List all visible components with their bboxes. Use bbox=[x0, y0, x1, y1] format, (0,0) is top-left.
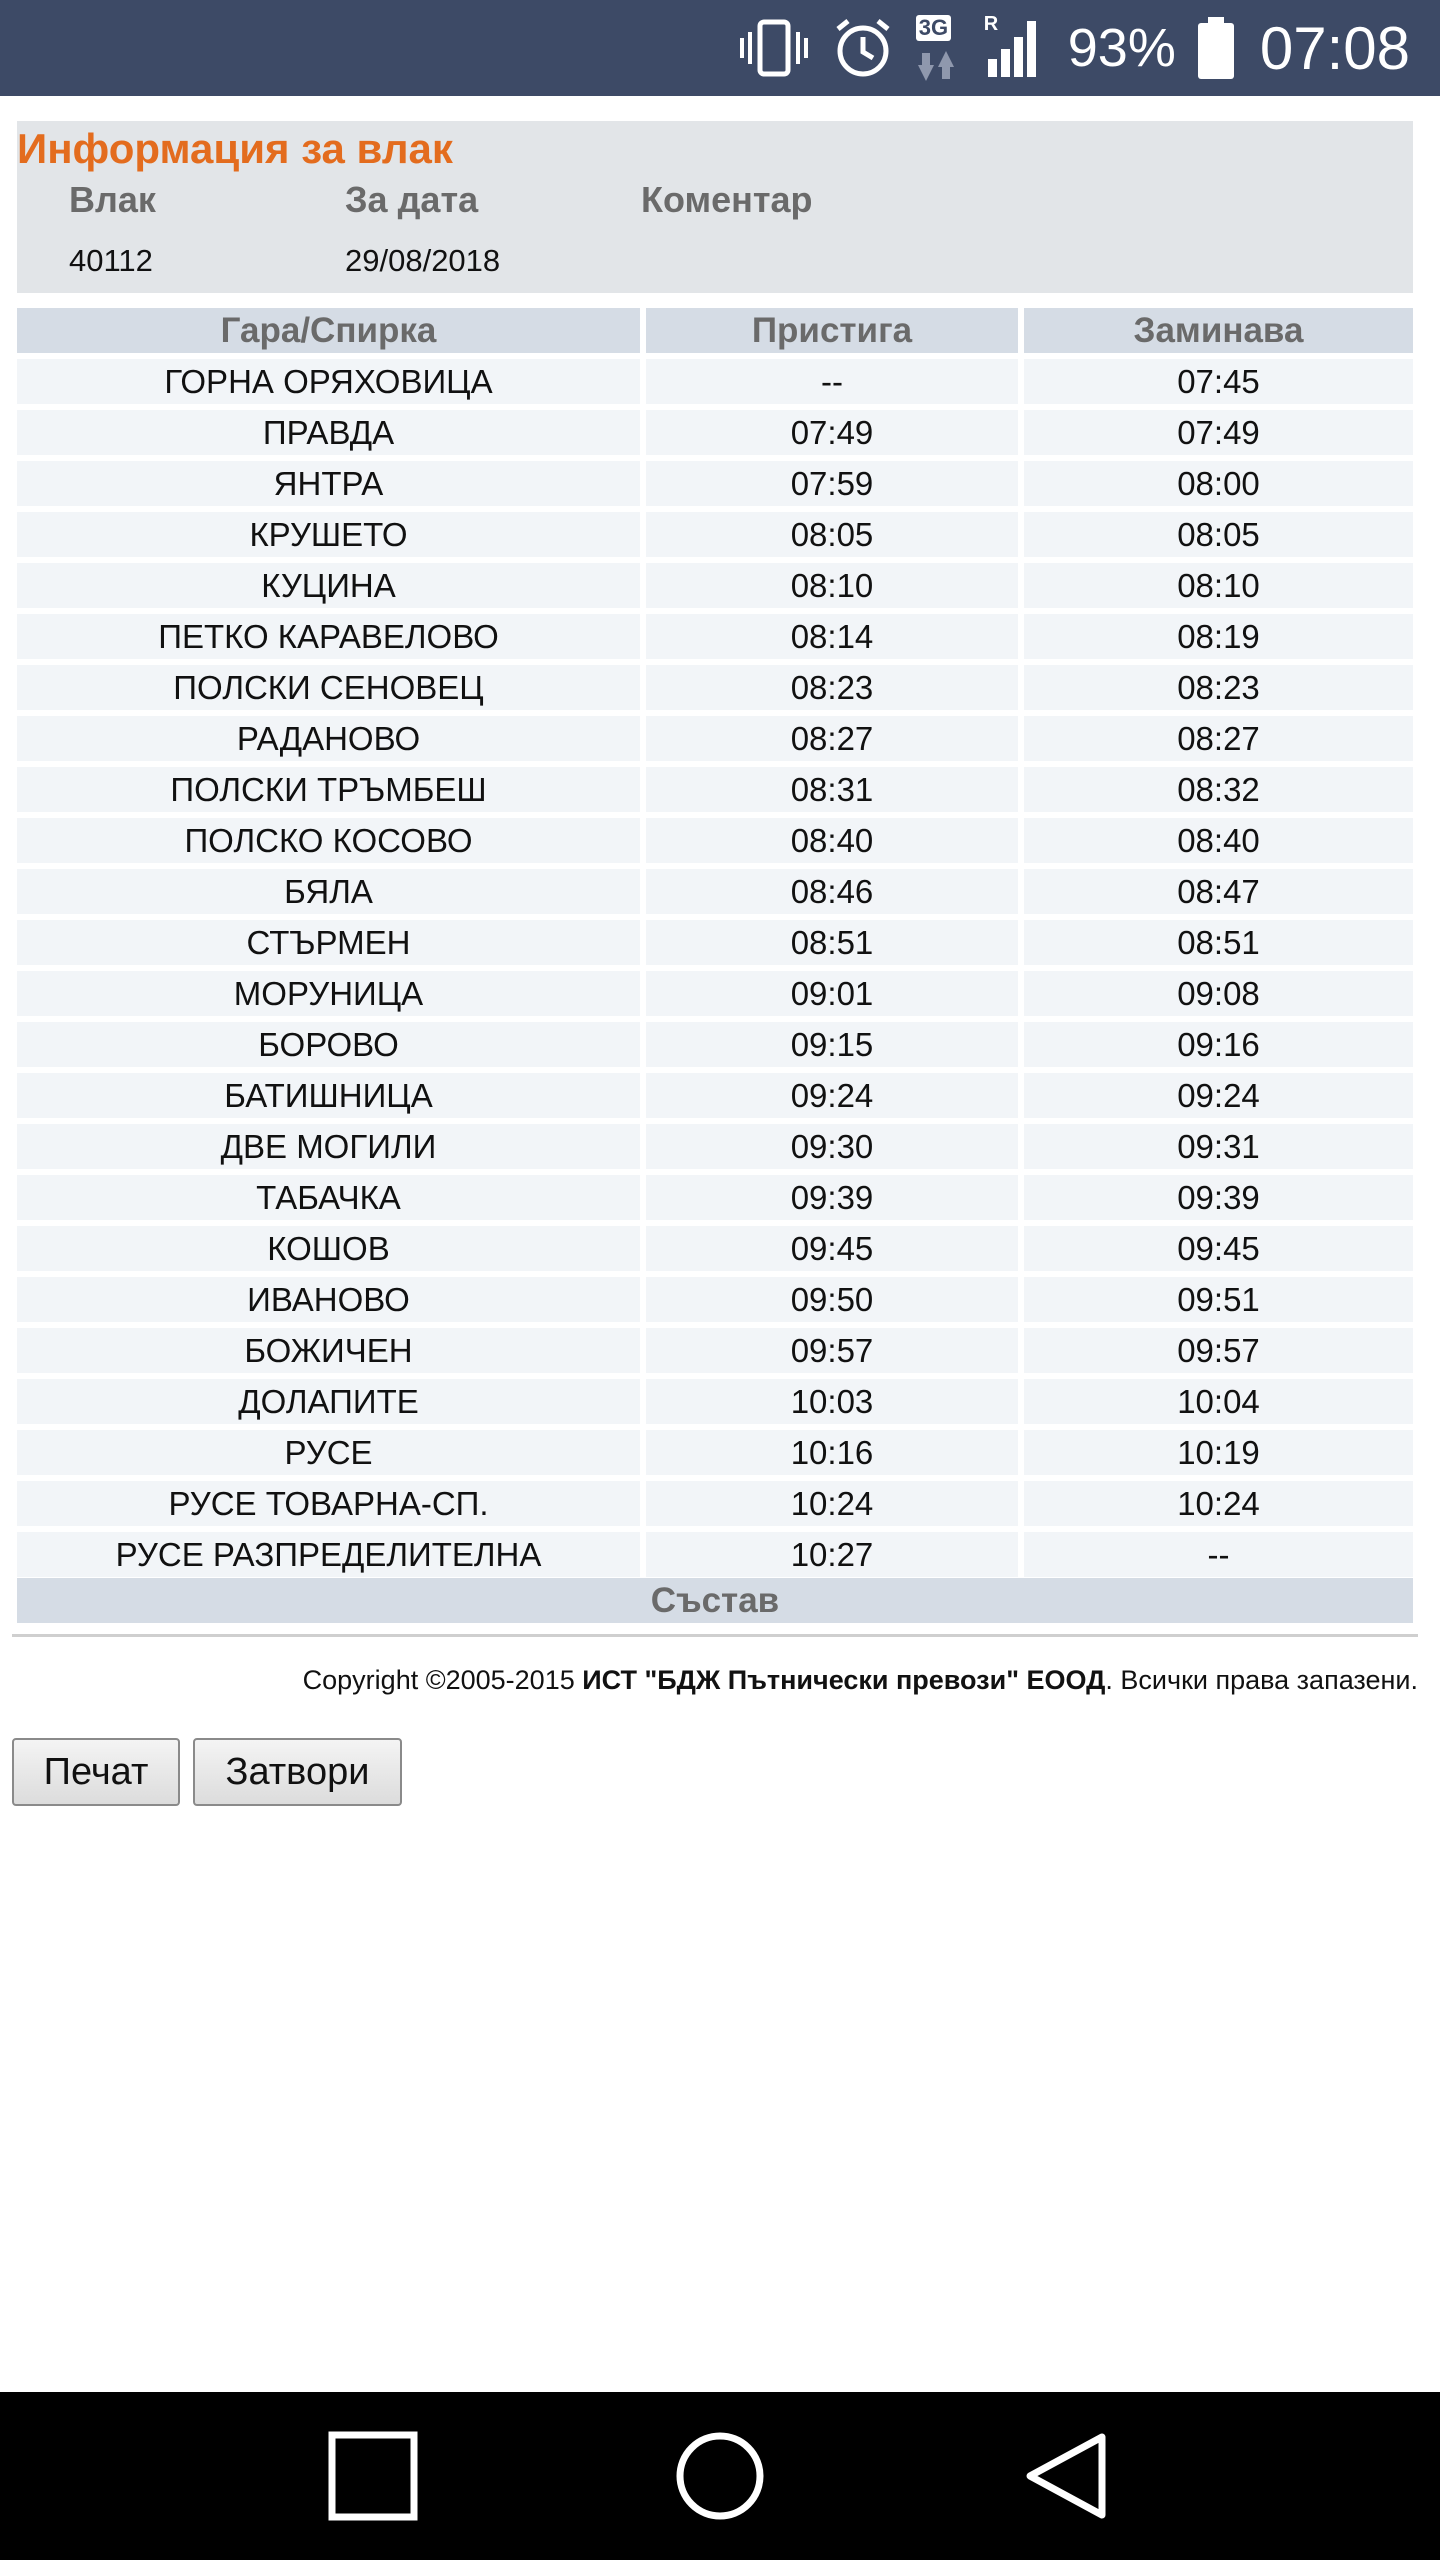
table-row bbox=[17, 920, 1413, 965]
departure-cell: 09:08 bbox=[1024, 971, 1413, 1016]
departure-cell: 08:32 bbox=[1024, 767, 1413, 812]
station-cell: БАТИШНИЦА bbox=[17, 1073, 646, 1118]
copyright-suffix: . Всички права запазени. bbox=[1105, 1665, 1418, 1695]
arrival-cell: 08:05 bbox=[646, 512, 1024, 557]
departure-cell: 08:27 bbox=[1024, 716, 1413, 761]
header-depart: Заминава bbox=[1024, 308, 1413, 353]
arrival-cell: 08:51 bbox=[646, 920, 1024, 965]
network-3g-icon bbox=[916, 13, 962, 83]
arrival-cell: 08:31 bbox=[646, 767, 1024, 812]
table-row bbox=[17, 410, 1413, 455]
table-row bbox=[17, 665, 1413, 710]
table-row bbox=[17, 869, 1413, 914]
departure-cell: 07:49 bbox=[1024, 410, 1413, 455]
station-cell: ПОЛСКО КОСОВО bbox=[17, 818, 646, 863]
train-info-panel bbox=[17, 121, 1413, 293]
roaming-label: R bbox=[983, 13, 999, 35]
close-button[interactable]: Затвори bbox=[193, 1738, 402, 1806]
table-row bbox=[17, 818, 1413, 863]
header-station: Гара/Спирка bbox=[17, 308, 646, 353]
table-row bbox=[17, 1430, 1413, 1475]
table-row bbox=[17, 1226, 1413, 1271]
arrival-cell: -- bbox=[646, 359, 1024, 404]
departure-cell: 09:39 bbox=[1024, 1175, 1413, 1220]
departure-cell: 08:00 bbox=[1024, 461, 1413, 506]
departure-cell: 08:40 bbox=[1024, 818, 1413, 863]
table-row bbox=[17, 1277, 1413, 1322]
comment-label: Коментар bbox=[641, 179, 813, 220]
departure-cell: 09:31 bbox=[1024, 1124, 1413, 1169]
station-cell: ПЕТКО КАРАВЕЛОВО bbox=[17, 614, 646, 659]
station-cell: ИВАНОВО bbox=[17, 1277, 646, 1322]
departure-cell: 10:04 bbox=[1024, 1379, 1413, 1424]
alarm-icon bbox=[832, 13, 894, 83]
status-bar bbox=[0, 0, 1440, 96]
departure-cell: 08:19 bbox=[1024, 614, 1413, 659]
table-row bbox=[17, 461, 1413, 506]
arrival-cell: 08:23 bbox=[646, 665, 1024, 710]
back-icon[interactable] bbox=[1012, 2421, 1122, 2531]
network-type-label: 3G bbox=[916, 15, 951, 41]
station-cell: ДОЛАПИТЕ bbox=[17, 1379, 646, 1424]
arrival-cell: 10:03 bbox=[646, 1379, 1024, 1424]
station-cell: ПОЛСКИ ТРЪМБЕШ bbox=[17, 767, 646, 812]
table-row bbox=[17, 1124, 1413, 1169]
navigation-bar bbox=[0, 2392, 1440, 2560]
train-label: Влак bbox=[69, 179, 156, 220]
copyright-prefix: Copyright ©2005-2015 bbox=[302, 1665, 583, 1695]
table-row bbox=[17, 1379, 1413, 1424]
arrival-cell: 09:39 bbox=[646, 1175, 1024, 1220]
departure-cell: 08:23 bbox=[1024, 665, 1413, 710]
copyright-notice bbox=[303, 1665, 1418, 1696]
table-row bbox=[17, 1022, 1413, 1067]
arrival-cell: 09:30 bbox=[646, 1124, 1024, 1169]
table-row bbox=[17, 512, 1413, 557]
departure-cell: -- bbox=[1024, 1532, 1413, 1577]
table-row bbox=[17, 563, 1413, 608]
arrival-cell: 09:50 bbox=[646, 1277, 1024, 1322]
station-cell: ПОЛСКИ СЕНОВЕЦ bbox=[17, 665, 646, 710]
table-row bbox=[17, 614, 1413, 659]
arrival-cell: 08:10 bbox=[646, 563, 1024, 608]
departure-cell: 07:45 bbox=[1024, 359, 1413, 404]
clock-time: 07:08 bbox=[1259, 14, 1410, 82]
arrival-cell: 09:01 bbox=[646, 971, 1024, 1016]
station-cell: ДВЕ МОГИЛИ bbox=[17, 1124, 646, 1169]
recent-apps-icon[interactable] bbox=[318, 2421, 428, 2531]
departure-cell: 10:24 bbox=[1024, 1481, 1413, 1526]
table-header-row bbox=[17, 308, 1413, 353]
station-cell: РУСЕ РАЗПРЕДЕЛИТЕЛНА bbox=[17, 1532, 646, 1577]
departure-cell: 10:19 bbox=[1024, 1430, 1413, 1475]
date-label: За дата bbox=[345, 179, 479, 220]
schedule-table bbox=[17, 302, 1413, 1583]
table-row bbox=[17, 1073, 1413, 1118]
arrival-cell: 08:40 bbox=[646, 818, 1024, 863]
battery-icon bbox=[1198, 13, 1234, 83]
table-row bbox=[17, 1175, 1413, 1220]
station-cell: КОШОВ bbox=[17, 1226, 646, 1271]
divider bbox=[12, 1634, 1418, 1637]
arrival-cell: 10:24 bbox=[646, 1481, 1024, 1526]
arrival-cell: 07:59 bbox=[646, 461, 1024, 506]
departure-cell: 09:57 bbox=[1024, 1328, 1413, 1373]
departure-cell: 09:51 bbox=[1024, 1277, 1413, 1322]
departure-cell: 08:47 bbox=[1024, 869, 1413, 914]
arrival-cell: 09:57 bbox=[646, 1328, 1024, 1373]
station-cell: РАДАНОВО bbox=[17, 716, 646, 761]
table-row bbox=[17, 971, 1413, 1016]
composition-header[interactable]: Състав bbox=[17, 1578, 1413, 1623]
battery-percent: 93% bbox=[1067, 18, 1176, 78]
station-cell: БОЖИЧЕН bbox=[17, 1328, 646, 1373]
arrival-cell: 08:14 bbox=[646, 614, 1024, 659]
home-icon[interactable] bbox=[665, 2421, 775, 2531]
arrival-cell: 08:46 bbox=[646, 869, 1024, 914]
departure-cell: 09:45 bbox=[1024, 1226, 1413, 1271]
train-date: 29/08/2018 bbox=[345, 243, 501, 278]
arrival-cell: 09:45 bbox=[646, 1226, 1024, 1271]
arrival-cell: 09:24 bbox=[646, 1073, 1024, 1118]
departure-cell: 08:10 bbox=[1024, 563, 1413, 608]
station-cell: МОРУНИЦА bbox=[17, 971, 646, 1016]
arrival-cell: 10:16 bbox=[646, 1430, 1024, 1475]
arrival-cell: 09:15 bbox=[646, 1022, 1024, 1067]
arrival-cell: 08:27 bbox=[646, 716, 1024, 761]
station-cell: СТЪРМЕН bbox=[17, 920, 646, 965]
departure-cell: 09:16 bbox=[1024, 1022, 1413, 1067]
page-title: Информация за влак bbox=[17, 125, 453, 172]
table-row bbox=[17, 767, 1413, 812]
table-row bbox=[17, 359, 1413, 404]
table-row bbox=[17, 1481, 1413, 1526]
station-cell: РУСЕ bbox=[17, 1430, 646, 1475]
table-row bbox=[17, 1532, 1413, 1577]
station-cell: РУСЕ ТОВАРНА-СП. bbox=[17, 1481, 646, 1526]
train-number: 40112 bbox=[69, 243, 153, 278]
schedule-body bbox=[17, 359, 1413, 1577]
station-cell: КРУШЕТО bbox=[17, 512, 646, 557]
signal-icon bbox=[984, 13, 1046, 83]
station-cell: ЯНТРА bbox=[17, 461, 646, 506]
departure-cell: 08:05 bbox=[1024, 512, 1413, 557]
vibrate-icon bbox=[738, 13, 810, 83]
departure-cell: 09:24 bbox=[1024, 1073, 1413, 1118]
print-button[interactable]: Печат bbox=[12, 1738, 180, 1806]
table-row bbox=[17, 716, 1413, 761]
header-arrive: Пристига bbox=[646, 308, 1024, 353]
table-row bbox=[17, 1328, 1413, 1373]
station-cell: ПРАВДА bbox=[17, 410, 646, 455]
departure-cell: 08:51 bbox=[1024, 920, 1413, 965]
arrival-cell: 07:49 bbox=[646, 410, 1024, 455]
station-cell: ТАБАЧКА bbox=[17, 1175, 646, 1220]
copyright-company: ИСТ "БДЖ Пътнически превози" ЕООД bbox=[582, 1665, 1106, 1695]
station-cell: БЯЛА bbox=[17, 869, 646, 914]
arrival-cell: 10:27 bbox=[646, 1532, 1024, 1577]
station-cell: ГОРНА ОРЯХОВИЦА bbox=[17, 359, 646, 404]
station-cell: КУЦИНА bbox=[17, 563, 646, 608]
station-cell: БОРОВО bbox=[17, 1022, 646, 1067]
